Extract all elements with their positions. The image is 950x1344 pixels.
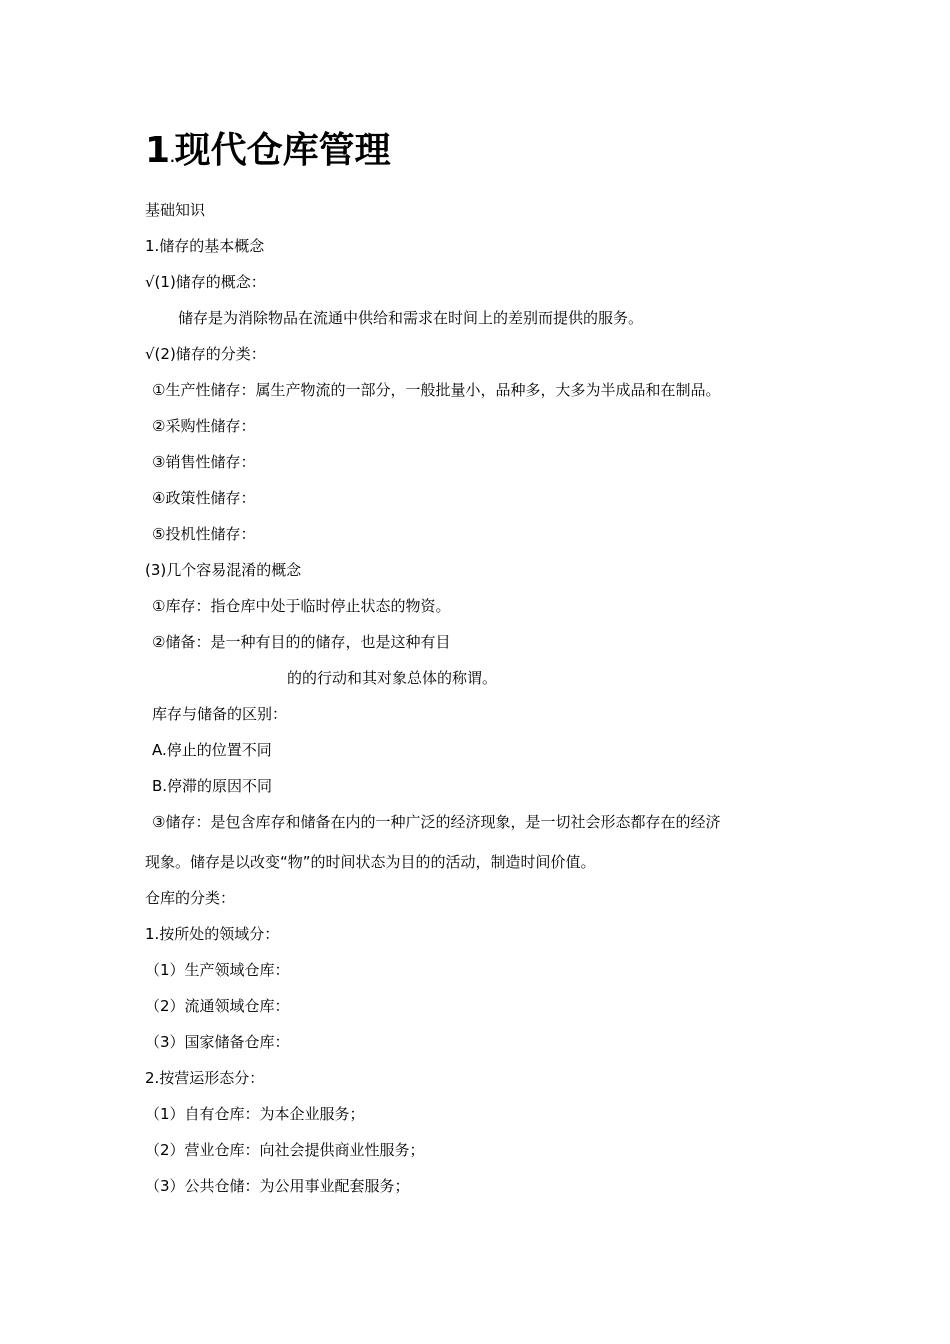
list-item-public-warehouse: （3）公共仓储：为公用事业配套服务；	[145, 1177, 410, 1195]
title-number: 1	[145, 130, 171, 171]
heading-by-operation: 2.按营运形态分：	[145, 1069, 265, 1087]
paragraph-storage-definition: 储存是为消除物品在流通中供给和需求在时间上的差别而提供的服务。	[178, 309, 644, 327]
list-item-private-warehouse: （1）自有仓库：为本企业服务；	[145, 1105, 365, 1123]
list-item-policy-storage: ④政策性储存：	[152, 489, 256, 507]
list-item-commercial-warehouse: （2）营业仓库：向社会提供商业性服务；	[145, 1141, 425, 1159]
page-title	[145, 128, 391, 181]
title-dot: .	[170, 151, 175, 165]
list-item-inventory: ①库存：指仓库中处于临时停止状态的物资。	[152, 597, 451, 615]
list-item-reserve: ②储备：是一种有目的的储存，也是这种有目	[152, 633, 451, 651]
list-item-circulation-warehouse: （2）流通领域仓库：	[145, 997, 290, 1015]
title-text: 现代仓库管理	[174, 130, 391, 171]
list-item-sales-storage: ③销售性储存：	[152, 453, 256, 471]
subheading-differences: 库存与储备的区别：	[152, 705, 288, 723]
paragraph-storage-continued: 现象。储存是以改变“物”的时间状态为目的的活动，制造时间价值。	[145, 853, 596, 871]
list-item-speculative-storage: ⑤投机性储存：	[152, 525, 256, 543]
list-item-national-reserve-warehouse: （3）国家储备仓库：	[145, 1033, 290, 1051]
list-item-production-warehouse: （1）生产领域仓库：	[145, 961, 290, 979]
list-item-purchasing-storage: ②采购性储存：	[152, 417, 256, 435]
list-item-difference-a: A.停止的位置不同	[152, 741, 272, 759]
heading-warehouse-classification: 仓库的分类：	[145, 889, 236, 907]
list-item-reserve-continued: 的的行动和其对象总体的称谓。	[287, 669, 498, 687]
list-item-production-storage: ①生产性储存：属生产物流的一部分，一般批量小，品种多，大多为半成品和在制品。	[152, 381, 721, 399]
heading-storage-concepts: 1.储存的基本概念	[145, 237, 265, 255]
subheading-storage-types: √(2)储存的分类：	[145, 345, 266, 363]
heading-by-domain: 1.按所处的领域分：	[145, 925, 280, 943]
subheading-storage-concept: √(1)储存的概念：	[145, 273, 266, 291]
list-item-storage: ③储存：是包含库存和储备在内的一种广泛的经济现象，是一切社会形态都存在的经济	[152, 813, 721, 831]
list-item-difference-b: B.停滞的原因不同	[152, 777, 273, 795]
subheading-confusing-concepts: (3)几个容易混淆的概念	[145, 561, 302, 579]
section-heading-basics: 基础知识	[145, 201, 206, 219]
